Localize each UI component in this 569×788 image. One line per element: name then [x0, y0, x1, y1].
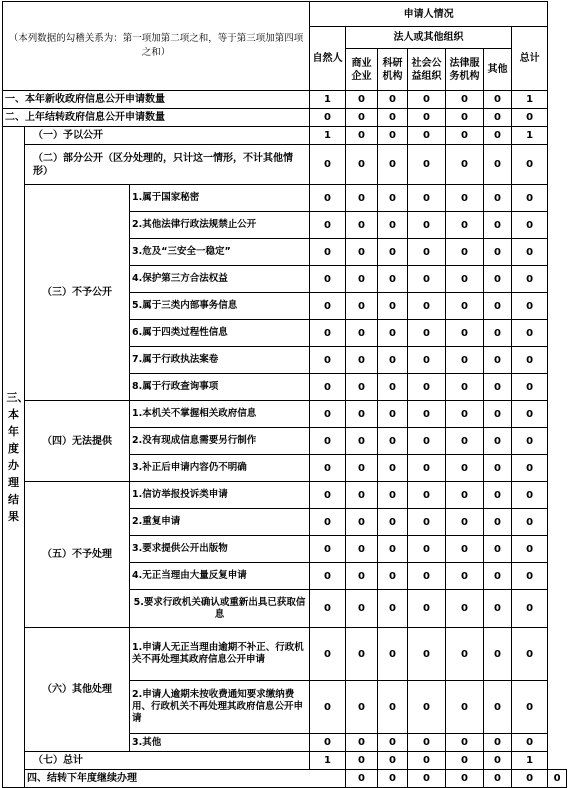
cell: 0 [346, 563, 378, 590]
cell: 0 [408, 239, 446, 266]
cell: 0 [310, 536, 346, 563]
cell: 0 [408, 734, 446, 752]
cell: 0 [310, 293, 346, 320]
cell: 0 [408, 212, 446, 239]
cell: 0 [378, 293, 408, 320]
row-label: 1.属于国家秘密 [130, 185, 310, 212]
cell: 0 [408, 91, 446, 109]
row-label: 1.申请人无正当理由逾期不补正、行政机关不再处理其政府信息公开申请 [130, 628, 310, 681]
cell: 0 [446, 590, 484, 628]
cell: 0 [484, 734, 512, 752]
cell: 0 [408, 127, 446, 145]
row-label: 二、上年结转政府信息公开申请数量 [3, 109, 310, 127]
cell: 0 [446, 681, 484, 734]
cell: 0 [408, 536, 446, 563]
cell: 0 [446, 320, 484, 347]
cell: 0 [310, 628, 346, 681]
cell: 0 [446, 266, 484, 293]
header-applicant: 申请人情况 [310, 2, 548, 27]
cell: 0 [346, 185, 378, 212]
cell: 0 [512, 401, 548, 428]
cell: 0 [408, 590, 446, 628]
row-label: 4.保护第三方合法权益 [130, 266, 310, 293]
row-label: 5.属于三类内部事务信息 [130, 293, 310, 320]
cell: 0 [378, 109, 408, 127]
cell: 0 [484, 320, 512, 347]
table-row [3, 752, 567, 770]
cell: 0 [378, 628, 408, 681]
cell: 0 [512, 185, 548, 212]
cell: 0 [408, 509, 446, 536]
cell: 0 [446, 127, 484, 145]
cell: 0 [378, 91, 408, 109]
table-row [3, 401, 567, 428]
cell: 0 [346, 536, 378, 563]
cell: 0 [512, 145, 548, 185]
cell: 0 [512, 536, 548, 563]
cell: 0 [408, 428, 446, 455]
row-label: 4.无正当理由大量反复申请 [130, 563, 310, 590]
cell: 0 [512, 320, 548, 347]
row-group-label: （五）不予处理 [25, 482, 130, 628]
cell: 0 [408, 145, 446, 185]
cell: 0 [446, 509, 484, 536]
cell: 0 [484, 428, 512, 455]
cell: 0 [346, 628, 378, 681]
cell: 0 [408, 293, 446, 320]
row-label: 3.要求提供公开出版物 [130, 536, 310, 563]
cell: 0 [346, 347, 378, 374]
cell: 0 [346, 734, 378, 752]
cell: 0 [378, 212, 408, 239]
cell: 0 [346, 374, 378, 401]
cell: 0 [446, 482, 484, 509]
cell: 0 [346, 91, 378, 109]
cell: 0 [310, 428, 346, 455]
cell: 0 [408, 266, 446, 293]
cell: 0 [346, 681, 378, 734]
row-label: 3.危及“三安全一稳定” [130, 239, 310, 266]
cell: 0 [446, 347, 484, 374]
row-label: 7.属于行政执法案卷 [130, 347, 310, 374]
section-3-vertical-text: 三、本年度办理结果 [6, 391, 29, 523]
cell: 0 [408, 482, 446, 509]
cell: 0 [408, 563, 446, 590]
cell: 0 [512, 455, 548, 482]
cell: 0 [408, 185, 446, 212]
cell: 0 [446, 374, 484, 401]
cell: 0 [310, 185, 346, 212]
row-label: （二）部分公开（区分处理的，只计这一情形，不计其他情形） [25, 145, 310, 185]
cell: 0 [378, 752, 408, 770]
row-label: 5.要求行政机关确认或重新出具已获取信息 [130, 590, 310, 628]
cell: 0 [346, 482, 378, 509]
row-label: 1.信访举报投诉类申请 [130, 482, 310, 509]
cell: 0 [512, 628, 548, 681]
cell: 0 [484, 347, 512, 374]
cell: 0 [484, 681, 512, 734]
cell: 0 [484, 536, 512, 563]
cell: 0 [446, 212, 484, 239]
cell: 0 [446, 91, 484, 109]
cell: 0 [346, 127, 378, 145]
row-label: 2.其他法律行政法规禁止公开 [130, 212, 310, 239]
cell: 0 [484, 145, 512, 185]
cell: 0 [346, 293, 378, 320]
cell: 0 [378, 185, 408, 212]
cell: 0 [446, 752, 484, 770]
cell: 0 [408, 109, 446, 127]
cell: 0 [512, 239, 548, 266]
cell: 0 [446, 185, 484, 212]
cell: 0 [484, 109, 512, 127]
header-legal-service: 法律服务机构 [446, 49, 484, 91]
row-label: （一）予以公开 [25, 127, 310, 145]
cell: 1 [310, 91, 346, 109]
cell: 0 [512, 109, 548, 127]
cell: 0 [310, 347, 346, 374]
cell: 0 [378, 734, 408, 752]
cell: 0 [484, 239, 512, 266]
row-label: 2.没有现成信息需要另行制作 [130, 428, 310, 455]
table-row [3, 91, 567, 109]
cell: 0 [408, 374, 446, 401]
cell: 0 [310, 145, 346, 185]
cell: 0 [310, 455, 346, 482]
table-row [3, 770, 567, 788]
cell: 0 [310, 482, 346, 509]
cell: 0 [408, 770, 446, 788]
cell: 1 [310, 752, 346, 770]
cell: 0 [512, 681, 548, 734]
cell: 0 [484, 455, 512, 482]
cell: 0 [310, 266, 346, 293]
cell: 1 [512, 752, 548, 770]
cell: 0 [484, 127, 512, 145]
cell: 0 [378, 401, 408, 428]
cell: 0 [446, 239, 484, 266]
cell: 0 [310, 212, 346, 239]
cell: 0 [512, 374, 548, 401]
cell: 0 [378, 127, 408, 145]
cell: 0 [484, 266, 512, 293]
cell: 0 [408, 628, 446, 681]
cell: 0 [378, 455, 408, 482]
section-3-label [3, 127, 29, 788]
cell: 0 [378, 563, 408, 590]
table-row [3, 185, 567, 212]
cell: 1 [512, 91, 548, 109]
cell: 0 [408, 681, 446, 734]
cell: 0 [378, 482, 408, 509]
cell: 0 [310, 320, 346, 347]
cell: 0 [446, 563, 484, 590]
cell: 0 [484, 212, 512, 239]
cell: 0 [446, 734, 484, 752]
cell: 0 [484, 563, 512, 590]
cell: 0 [310, 401, 346, 428]
cell: 0 [346, 770, 378, 788]
cell: 0 [378, 770, 408, 788]
row-label: （七）总计 [25, 752, 310, 770]
cell: 0 [378, 536, 408, 563]
cell: 0 [512, 482, 548, 509]
cell: 0 [310, 734, 346, 752]
cell: 0 [310, 374, 346, 401]
cell: 0 [484, 590, 512, 628]
cell: 0 [310, 563, 346, 590]
cell: 0 [512, 293, 548, 320]
cell: 0 [346, 239, 378, 266]
cell: 0 [446, 628, 484, 681]
cell: 0 [512, 590, 548, 628]
cell: 0 [310, 509, 346, 536]
cell: 0 [346, 752, 378, 770]
table-row [3, 127, 567, 145]
cell: 0 [378, 347, 408, 374]
cell: 0 [446, 428, 484, 455]
cell: 0 [446, 401, 484, 428]
cell: 0 [346, 401, 378, 428]
header-total: 总计 [512, 27, 548, 91]
row-label: 3.其他 [130, 734, 310, 752]
row-label: 1.本机关不掌握相关政府信息 [130, 401, 310, 428]
cell: 0 [484, 752, 512, 770]
row-label: 6.属于四类过程性信息 [130, 320, 310, 347]
cell: 0 [378, 509, 408, 536]
cell: 0 [408, 347, 446, 374]
cell: 0 [512, 563, 548, 590]
cell: 0 [408, 320, 446, 347]
header-natural-person: 自然人 [310, 27, 346, 91]
cell: 0 [346, 509, 378, 536]
cell: 0 [512, 770, 548, 788]
cell: 0 [346, 145, 378, 185]
cell: 0 [446, 770, 484, 788]
cell: 0 [408, 752, 446, 770]
cell: 0 [512, 347, 548, 374]
cell: 0 [512, 509, 548, 536]
cell: 0 [446, 293, 484, 320]
cell: 0 [484, 91, 512, 109]
row-label: 一、本年新收政府信息公开申请数量 [3, 91, 310, 109]
cell: 0 [346, 428, 378, 455]
cell: 0 [378, 681, 408, 734]
cell: 0 [484, 374, 512, 401]
cell: 0 [310, 590, 346, 628]
row-label: 2.申请人逾期未按收费通知要求缴纳费用、行政机关不再处理其政府信息公开申请 [130, 681, 310, 734]
cell: 0 [512, 428, 548, 455]
cell: 0 [446, 536, 484, 563]
table-row [3, 145, 567, 185]
cell: 0 [378, 428, 408, 455]
cell: 0 [484, 628, 512, 681]
cell: 0 [378, 320, 408, 347]
cell: 0 [378, 374, 408, 401]
cell: 0 [446, 145, 484, 185]
header-research: 科研机构 [378, 49, 408, 91]
cell: 0 [512, 734, 548, 752]
cell: 0 [484, 185, 512, 212]
header-social: 社会公益组织 [408, 49, 446, 91]
cell: 0 [310, 239, 346, 266]
cell: 0 [446, 109, 484, 127]
cell: 1 [512, 127, 548, 145]
cell: 0 [484, 509, 512, 536]
cell: 0 [484, 770, 512, 788]
row-label: 3.补正后申请内容仍不明确 [130, 455, 310, 482]
row-group-label: （六）其他处理 [25, 628, 130, 752]
cell: 0 [310, 681, 346, 734]
table-row [3, 109, 567, 127]
table-row [3, 628, 567, 681]
cell: 0 [408, 455, 446, 482]
header-other: 其他 [484, 49, 512, 91]
cell: 0 [446, 455, 484, 482]
row-label: 8.属于行政查询事项 [130, 374, 310, 401]
header-note: （本列数据的勾稽关系为：第一项加第二项之和，等于第三项加第四项之和） [3, 2, 310, 91]
cell: 1 [310, 127, 346, 145]
cell: 0 [512, 266, 548, 293]
cell: 0 [310, 109, 346, 127]
header-commercial: 商业企业 [346, 49, 378, 91]
cell: 0 [378, 590, 408, 628]
cell: 0 [346, 266, 378, 293]
cell: 0 [548, 770, 567, 788]
cell: 0 [378, 145, 408, 185]
header-legal-group: 法人或其他组织 [346, 27, 512, 49]
row-group-label: （三）不予公开 [25, 185, 130, 401]
cell: 0 [346, 320, 378, 347]
cell: 0 [346, 212, 378, 239]
cell: 0 [346, 455, 378, 482]
row-group-label: （四）无法提供 [25, 401, 130, 482]
info-disclosure-table [2, 1, 567, 788]
row-label: 2.重复申请 [130, 509, 310, 536]
cell: 0 [484, 293, 512, 320]
cell: 0 [484, 401, 512, 428]
table-row [3, 482, 567, 509]
cell: 0 [408, 401, 446, 428]
cell: 0 [378, 266, 408, 293]
cell: 0 [346, 109, 378, 127]
cell: 0 [512, 212, 548, 239]
cell: 0 [484, 482, 512, 509]
cell: 0 [378, 239, 408, 266]
cell: 0 [346, 590, 378, 628]
row-label: 四、结转下年度继续办理 [25, 770, 346, 788]
